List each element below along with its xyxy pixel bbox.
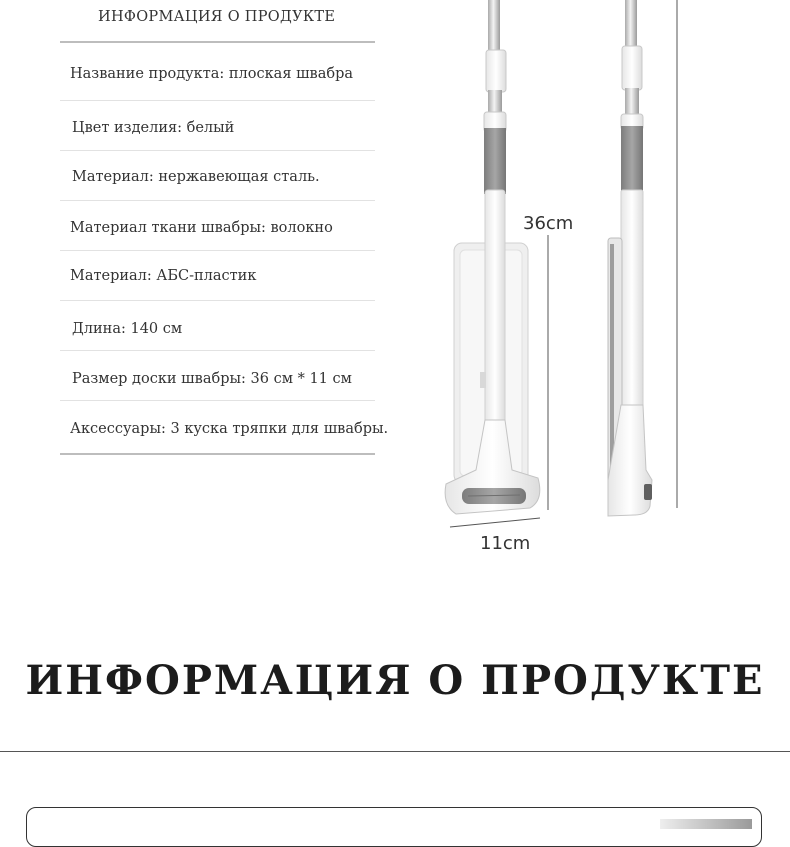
spec-row-text: Материал ткани швабры: волокно — [70, 220, 333, 236]
mop-illustration — [420, 0, 790, 570]
spec-row-text: Цвет изделия: белый — [72, 120, 235, 136]
spec-row — [60, 51, 375, 101]
section-divider — [0, 751, 790, 752]
bottom-card — [26, 807, 762, 847]
spec-row-text: Материал: нержавеющая сталь. — [72, 169, 320, 185]
width-dimension-label: 11cm — [480, 533, 531, 554]
spec-panel — [0, 0, 400, 470]
product-figure — [420, 0, 790, 570]
spec-row — [60, 101, 375, 151]
spec-row — [60, 251, 375, 301]
spec-row — [60, 201, 375, 251]
height-dimension-label: 36cm — [523, 213, 574, 234]
spec-rule-bottom — [60, 453, 375, 455]
mop-front-view — [445, 0, 548, 527]
section-heading: ИНФОРМАЦИЯ О ПРОДУКТЕ — [25, 657, 765, 704]
bottom-card-strip — [660, 819, 752, 829]
spec-row — [60, 401, 389, 451]
mop-side-view — [608, 0, 677, 516]
spec-row — [60, 351, 375, 401]
spec-row-text: Материал: АБС-пластик — [70, 268, 257, 284]
spec-row — [60, 301, 375, 351]
spec-row-text: Длина: 140 см — [72, 321, 183, 337]
spec-row-text: Аксессуары: 3 куска тряпки для швабры. — [70, 421, 389, 437]
spec-rule-top — [60, 41, 375, 43]
spec-title: ИНФОРМАЦИЯ О ПРОДУКТЕ — [98, 9, 336, 25]
spec-row — [60, 151, 375, 201]
spec-row-text: Название продукта: плоская швабра — [70, 66, 354, 82]
spec-row-text: Размер доски швабры: 36 см * 11 см — [72, 371, 352, 387]
